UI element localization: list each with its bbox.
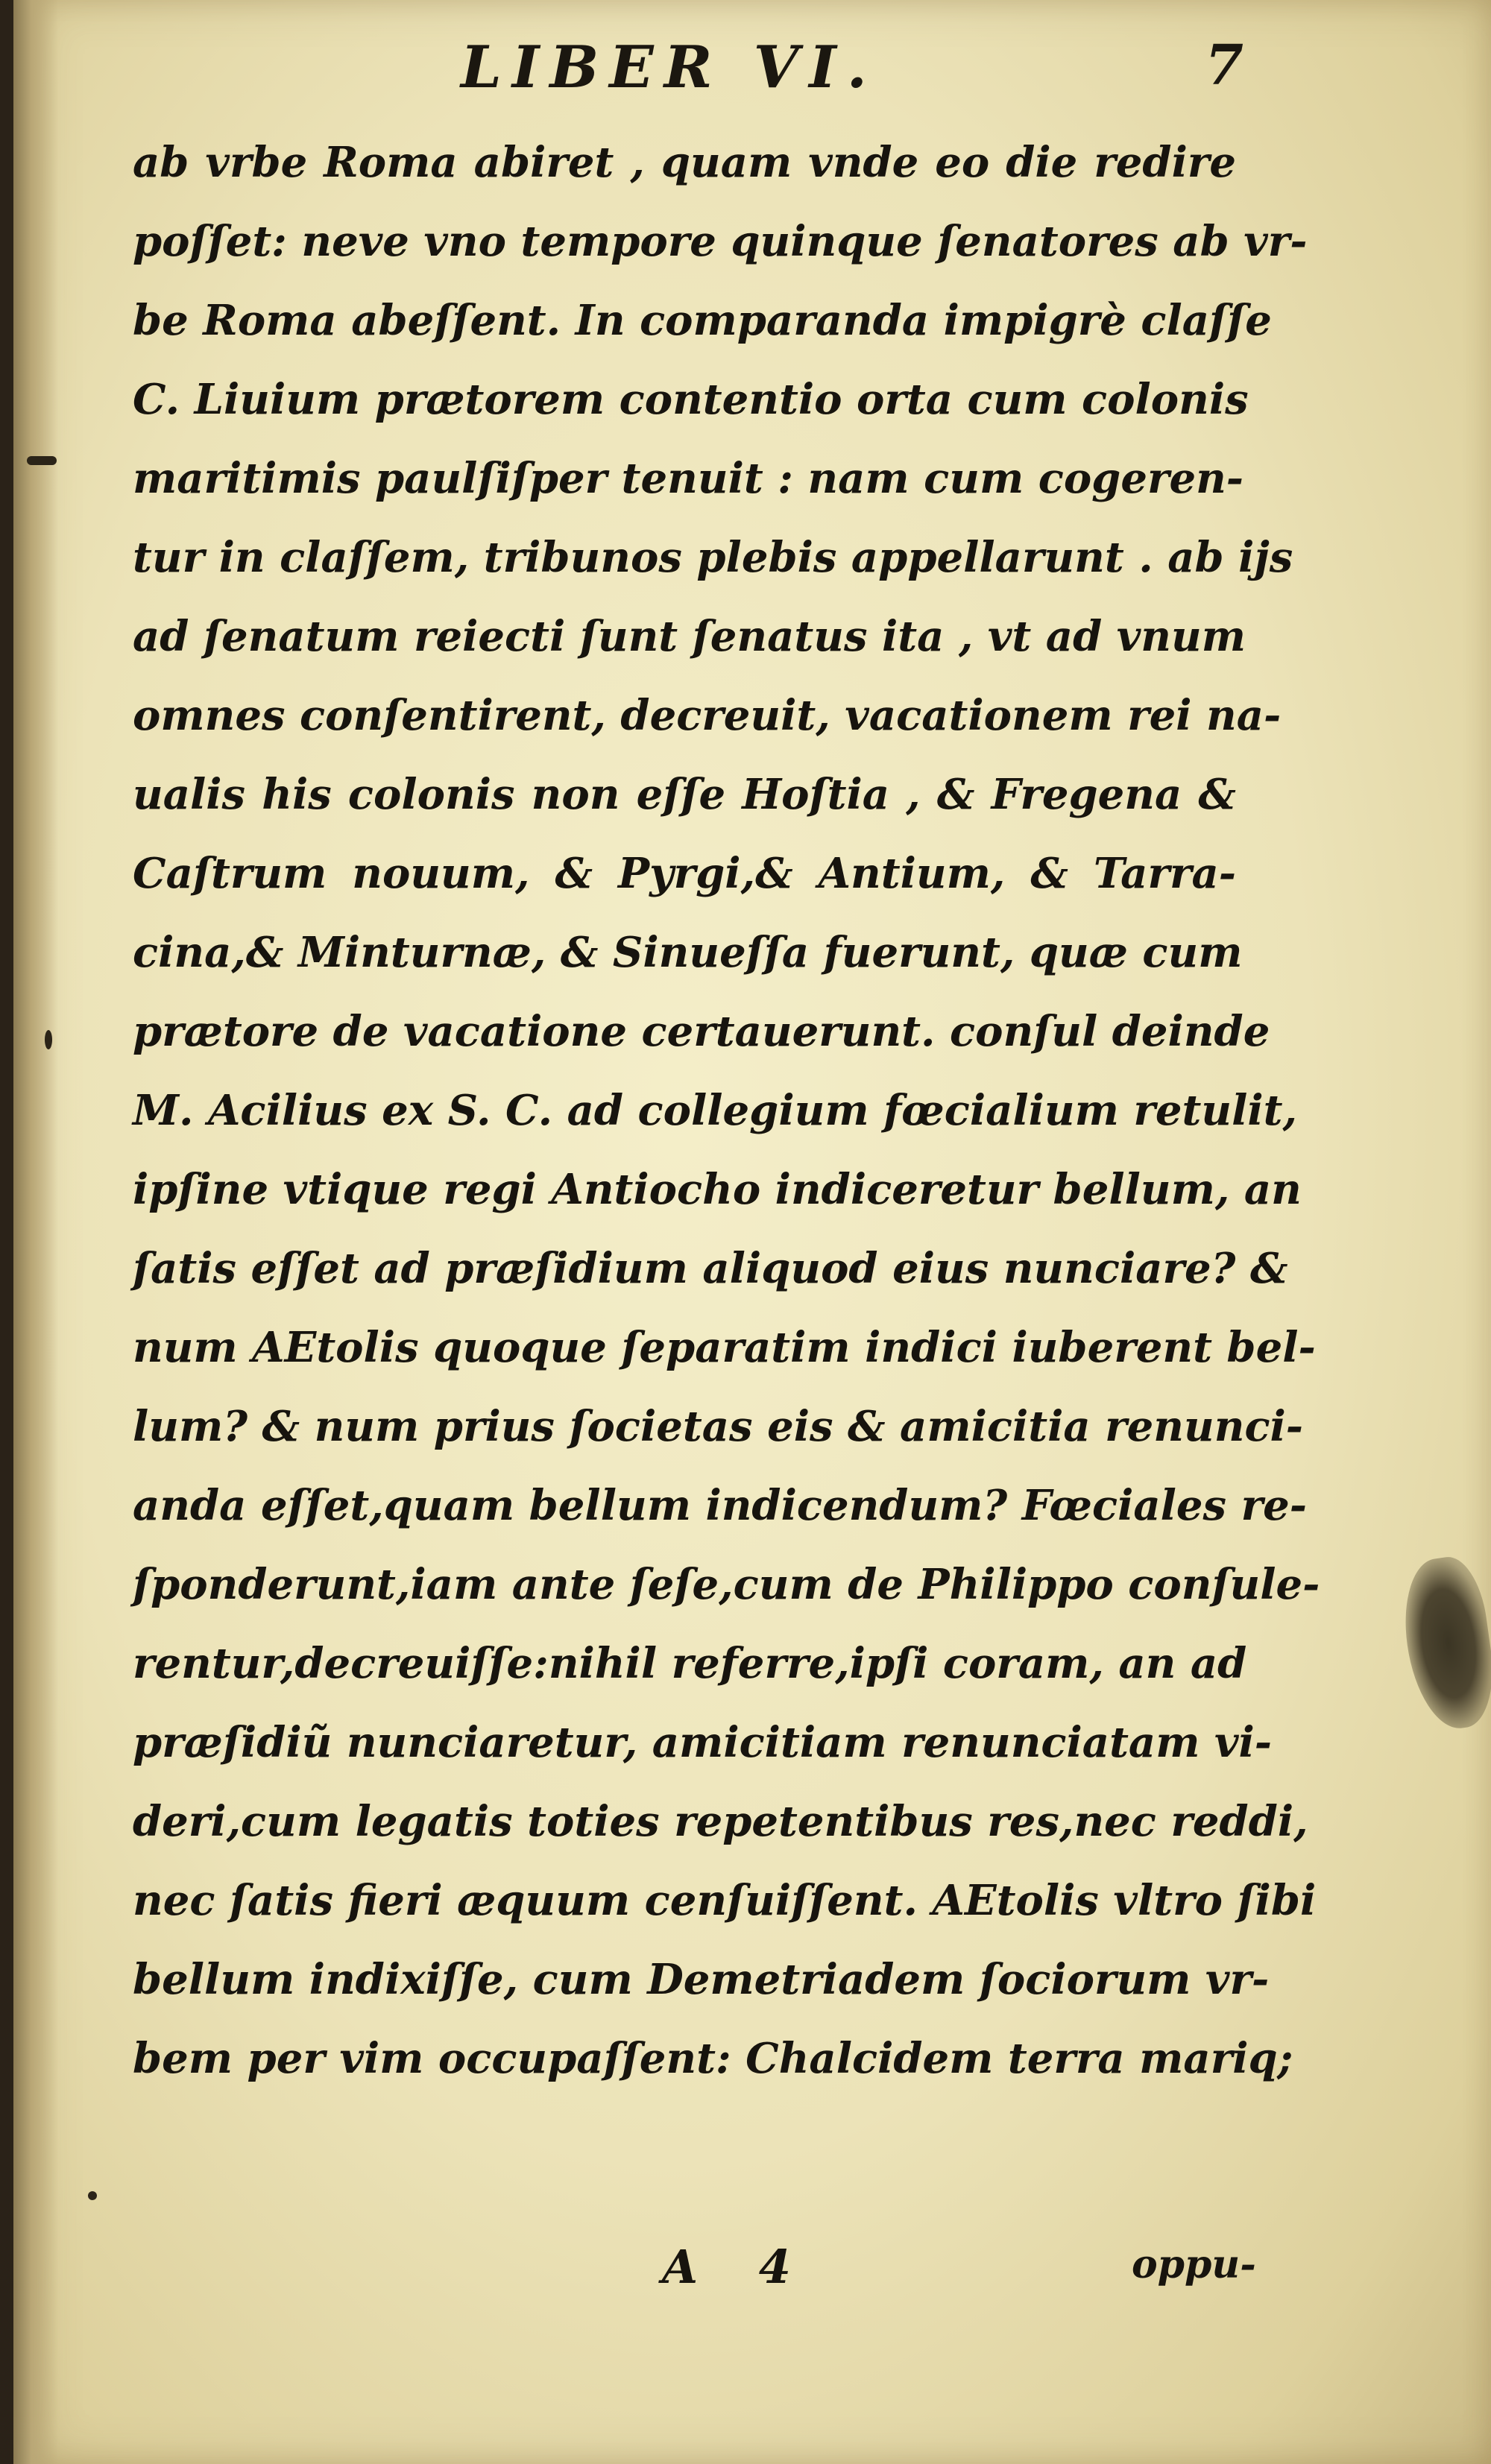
text-line: deri,cum legatis toties repetentibus res,nec reddi, bbox=[133, 1797, 1308, 1846]
text-line: poſſet: neve vno tempore quinque ſenatores ab vr- bbox=[133, 217, 1308, 266]
margin-mark bbox=[45, 1030, 52, 1049]
text-line: præſidiũ nunciaretur, amicitiam renunciatam vi- bbox=[133, 1718, 1273, 1767]
text-line: bellum indixiſſe, cum Demetriadem ſociorum vr- bbox=[133, 1955, 1270, 2004]
margin-mark bbox=[27, 456, 57, 465]
folio-number: 7 bbox=[1205, 34, 1243, 98]
text-line: M. Acilius ex S. C. ad collegium fœcialium retulit, bbox=[133, 1086, 1298, 1135]
text-line: ſatis eſſet ad præſidium aliquod eius nunciare? & bbox=[133, 1244, 1288, 1293]
text-line: rentur,decreuiſſe:nihil referre,ipſi coram, an ad bbox=[133, 1639, 1247, 1688]
text-line: ſponderunt,iam ante ſeſe,cum de Philippo conſule- bbox=[133, 1560, 1320, 1609]
signature-mark: A 4 bbox=[662, 2240, 813, 2294]
text-line: ipſine vtique regi Antiocho indiceretur bellum, an bbox=[133, 1165, 1302, 1214]
text-line: tur in claſſem, tribunos plebis appellarunt . ab ijs bbox=[133, 533, 1293, 582]
text-line: Caſtrum nouum, & Pyrgi,& Antium, & Tarra- bbox=[133, 849, 1236, 898]
text-line: cina,& Minturnæ, & Sinueſſa fuerunt, quæ cum bbox=[133, 928, 1243, 977]
text-line: ab vrbe Roma abiret , quam vnde eo die redire bbox=[133, 138, 1236, 187]
text-line: omnes conſentirent, decreuit, vacationem rei na- bbox=[133, 691, 1282, 740]
text-line: be Roma abeſſent. In comparanda impigrè claſſe bbox=[133, 296, 1272, 345]
text-line: C. Liuium prætorem contentio orta cum colonis bbox=[133, 375, 1249, 424]
text-line: anda eſſet,quam bellum indicendum? Fœciales re- bbox=[133, 1481, 1307, 1530]
text-line: num AEtolis quoque ſeparatim indici iuberent bel- bbox=[133, 1323, 1316, 1372]
text-line: ualis his colonis non eſſe Hoſtia , & Fregena & bbox=[133, 770, 1236, 819]
text-line: nec ſatis fieri æquum cenſuiſſent. AEtolis vltro ſibi bbox=[133, 1876, 1317, 1925]
margin-mark bbox=[88, 2191, 97, 2200]
ink-stain bbox=[1396, 1552, 1491, 1734]
body-text bbox=[133, 123, 1320, 2098]
text-line: prætore de vacatione certauerunt. conſul deinde bbox=[133, 1007, 1270, 1056]
text-line: lum? & num prius ſocietas eis & amicitia renunci- bbox=[133, 1402, 1304, 1451]
text-line: bem per vim occupaſſent: Chalcidem terra mariq; bbox=[133, 2034, 1293, 2083]
catchword: oppu- bbox=[1132, 2242, 1256, 2287]
page-header bbox=[461, 34, 1243, 116]
text-line: maritimis paulſiſper tenuit : nam cum cogeren- bbox=[133, 454, 1244, 503]
running-title: LIBER VI. bbox=[461, 34, 877, 101]
book-page bbox=[13, 0, 1491, 2464]
page-gutter-edge bbox=[13, 0, 58, 2464]
text-line: ad ſenatum reiecti ſunt ſenatus ita , vt ad vnum bbox=[133, 612, 1246, 661]
